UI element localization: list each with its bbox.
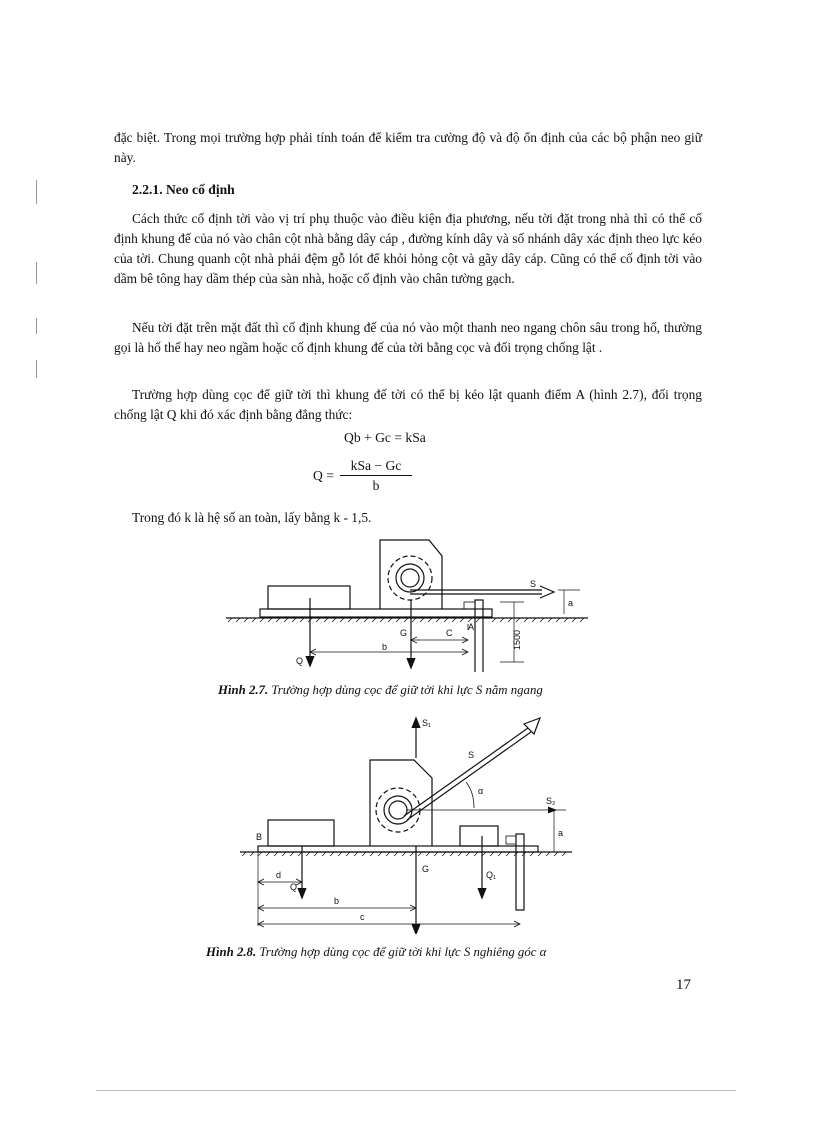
label-a: a (568, 598, 574, 608)
label-c: c (360, 912, 365, 922)
scan-artifact (36, 318, 37, 334)
label-g: G (422, 864, 430, 874)
page-number: 17 (676, 977, 691, 993)
label-g: G (400, 628, 408, 638)
figure-2-7-caption-label: Hình 2.7. (218, 683, 269, 697)
paragraph-fixed-anchor: Cách thức cố định tời vào vị trí phụ thuộc vào điều kiện địa phương, nếu tời đặt trong nhà thì có thể cố định khung đế của nó vào chân cột nhà bằng dây cáp , đường kính dây và số nhánh dây xác định theo lực kéo của tời. Chung quanh cột nhà phải đệm gỗ lót để khỏi hỏng cột và gãy dây cáp. Cũng có thể cố định tời vào dầm bê tông hay dầm thép của sàn nhà, hoặc cố định vào chân tường gạch. (114, 211, 702, 286)
winch-housing (380, 540, 442, 609)
figure-2-8-caption (206, 945, 546, 960)
counterweight-block (268, 586, 350, 609)
equation-q-lhs: Q = (313, 468, 334, 483)
stake (475, 600, 483, 672)
paragraph-safety-factor: Trong đó k là hệ số an toàn, lấy bằng k - 1,5. (132, 510, 372, 525)
stake-block (506, 836, 516, 844)
label-b-block: B (256, 832, 263, 842)
label-a-point: A (468, 622, 475, 632)
equation-q-denominator: b (372, 478, 380, 493)
rope-s-arrow (524, 718, 540, 734)
label-s2: S₂ (546, 796, 556, 806)
figure-2-8-caption-label: Hình 2.8. (206, 945, 257, 959)
scan-artifact (96, 1090, 736, 1091)
label-q: Q (290, 882, 298, 892)
label-s: S (530, 579, 537, 589)
label-b: b (334, 896, 340, 906)
equation-balance: Qb + Gc = kSa (344, 430, 426, 445)
figure-2-7-diagram (224, 532, 600, 672)
label-alpha: α (478, 786, 484, 796)
figure-2-8-caption-text: Trường hợp dùng cọc để giữ tời khi lực S nghiêng góc α (259, 945, 547, 959)
force-q-arrow (306, 656, 314, 666)
force-q-arrow (298, 888, 306, 898)
figure-2-7-caption-text: Trường hợp dùng cọc để giữ tời khi lực S nằm ngang (271, 683, 543, 697)
label-b: b (382, 642, 388, 652)
force-g-arrow (412, 924, 420, 934)
scan-artifact (36, 262, 37, 284)
rope-s-inclined (404, 728, 528, 816)
label-a: a (558, 828, 564, 838)
label-depth: 1500 (512, 629, 522, 650)
label-s1: S₁ (422, 718, 432, 728)
base-frame (260, 609, 492, 617)
figure-2-8-diagram (236, 712, 600, 934)
equation-q-fraction (340, 458, 412, 494)
rope-arrow (540, 586, 554, 598)
scan-artifact (36, 360, 37, 378)
counterweight-block-b (268, 820, 334, 846)
label-q: Q (296, 656, 304, 666)
paragraph-ground-anchor: Nếu tời đặt trên mặt đất thì cố định khung đế của nó vào một thanh neo ngang chôn sâu trong hố, thường gọi là hố thế hay neo ngầm hoặc cố định khung đế của tời bằng cọc và đối trọng chống lật . (114, 320, 702, 355)
label-q1: Q₁ (486, 870, 497, 880)
winch-drum-inner (401, 569, 419, 587)
paragraph-stake-case: Trường hợp dùng cọc để giữ tời thì khung đế tời có thể bị kéo lật quanh điểm A (hình 2.7), đối trọng chống lật Q khi đó xác định bằng đẳng thức: (114, 387, 702, 422)
counterweight-block-q1 (460, 826, 498, 846)
stake-block (464, 602, 475, 609)
winch-drum (396, 564, 424, 592)
force-q1-arrow (478, 888, 486, 898)
force-g-arrow (407, 658, 415, 668)
label-d: d (276, 870, 282, 880)
label-c: C (446, 628, 453, 638)
equation-q-numerator: kSa − Gc (340, 458, 412, 476)
label-s: S (468, 750, 475, 760)
force-s1-arrow (412, 718, 420, 728)
figure-2-7-caption (218, 683, 543, 698)
base-frame (258, 846, 538, 852)
paragraph-continuation: đặc biệt. Trong mọi trường hợp phải tính toán để kiểm tra cường độ và độ ổn định của các bộ phận neo giữ này. (114, 130, 702, 165)
section-heading: 2.2.1. Neo cố định (132, 182, 235, 197)
scan-artifact (36, 180, 37, 204)
